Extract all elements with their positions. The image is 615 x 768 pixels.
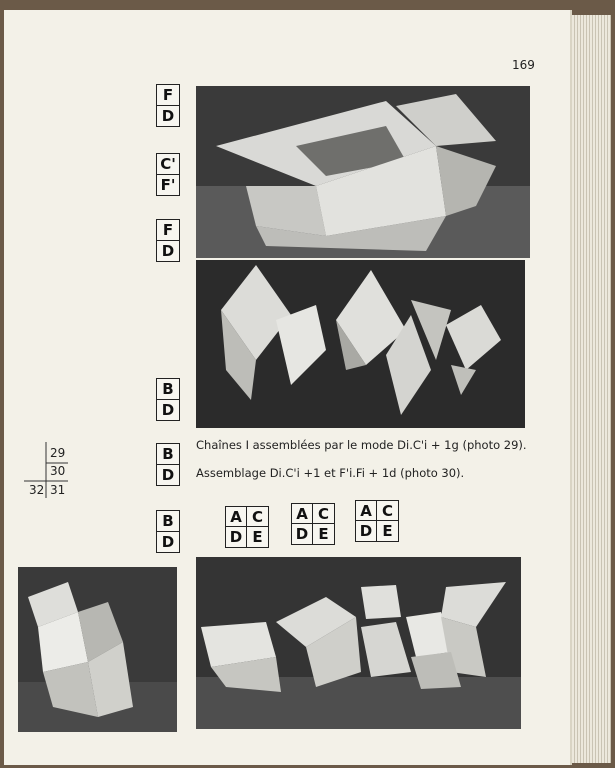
letter-grid-1 (225, 506, 269, 548)
grid-letter: A (356, 501, 377, 521)
grid-letter: D (356, 521, 377, 541)
caption-photo-29: Chaînes I assemblées par le mode Di.C'i + 1g (photo 29). (196, 438, 527, 452)
grid-letter: D (292, 524, 313, 544)
photo-number-31: 31 (50, 483, 66, 497)
grid-letter: C (377, 501, 398, 521)
letter-box-cf (156, 153, 180, 196)
letter-box-fd-1 (156, 84, 180, 127)
box-letter: D (157, 464, 179, 485)
box-letter: B (162, 512, 174, 530)
box-letter: C' (160, 155, 176, 173)
caption-photo-30: Assemblage Di.C'i +1 et F'i.Fi + 1d (photo 30). (196, 466, 465, 480)
letter-box-fd-2 (156, 219, 180, 262)
letter-box-bd-3 (156, 510, 180, 553)
box-letter: B (162, 380, 174, 398)
box-letter: D (157, 399, 179, 420)
letter-box-bd-2 (156, 443, 180, 486)
grid-letter: E (252, 528, 263, 546)
grid-letter: E (318, 525, 329, 543)
letter-grid-3 (355, 500, 399, 542)
photo-number-30: 30 (50, 464, 66, 478)
grid-letter: A (226, 507, 247, 527)
grid-letter: A (292, 504, 313, 524)
page-number: 169 (512, 58, 535, 72)
photo-number-32: 32 (29, 483, 45, 497)
box-letter: D (157, 531, 179, 552)
box-letter: D (157, 240, 179, 261)
photo-folded-chain-30 (196, 557, 521, 729)
letter-box-bd-1 (156, 378, 180, 421)
grid-letter: D (226, 527, 247, 547)
grid-letter: C (313, 504, 334, 524)
photo-number-29: 29 (50, 446, 66, 460)
grid-letter: E (382, 522, 393, 540)
box-letter: F (162, 86, 174, 104)
photo-folded-ring (196, 86, 530, 258)
box-letter: F' (157, 174, 179, 195)
letter-grid-2 (291, 503, 335, 545)
photo-folded-chain-29 (196, 260, 525, 428)
photo-folded-block (18, 567, 177, 732)
page-edges (566, 15, 611, 763)
grid-letter: C (247, 507, 268, 527)
box-letter: F (162, 221, 174, 239)
box-letter: B (162, 445, 174, 463)
box-letter: D (157, 105, 179, 126)
